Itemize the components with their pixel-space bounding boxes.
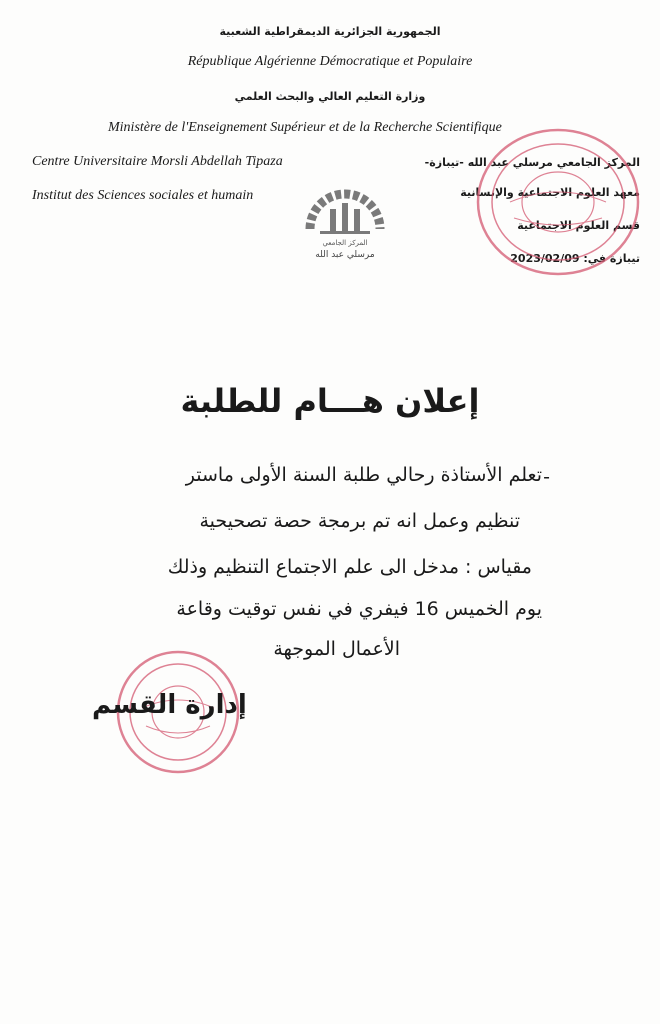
department-name-ar: قسم العلوم الاجتماعية <box>517 219 640 232</box>
announcement-line: الأعمال الموجهة <box>273 638 400 660</box>
logo-text: المركز الجامعي <box>322 239 368 247</box>
institute-name-ar: معهد العلوم الاجتماعية والإنسانية <box>460 186 640 199</box>
university-logo <box>300 183 390 263</box>
document-date: تيبازة في: 2023/02/09 <box>510 252 640 265</box>
announcement-title: إعلان هـــام للطلبة <box>180 382 480 420</box>
institute-name-fr: Institut des Sciences sociales et humain <box>32 188 254 203</box>
republic-title-fr: République Algérienne Démocratique et Populaire <box>187 54 473 69</box>
bullet-marker: - <box>543 466 550 488</box>
official-stamp-header <box>470 122 646 282</box>
announcement-line: تعلم الأستاذة رحالي طلبة السنة الأولى ماستر <box>185 464 542 486</box>
ministry-title-ar: وزارة التعليم العالي والبحث العلمي <box>234 90 426 103</box>
ministry-title-fr: Ministère de l'Enseignement Supérieur et de la Recherche Scientifique <box>108 120 502 135</box>
logo-text-2: مرسلي عبد الله <box>315 250 375 260</box>
republic-title-ar: الجمهورية الجزائرية الديمقراطية الشعبية <box>219 25 441 38</box>
announcement-line: مقياس : مدخل الى علم الاجتماع التنظيم وذلك <box>167 556 532 578</box>
signature-department-admin: إدارة القسم <box>92 690 247 720</box>
announcement-line: تنظيم وعمل انه تم برمجة حصة تصحيحية <box>199 510 520 532</box>
announcement-line: يوم الخميس 16 فيفري في نفس توقيت وقاعة <box>176 598 542 620</box>
center-name-fr: Centre Universitaire Morsli Abdellah Tipaza <box>32 154 283 169</box>
center-name-ar: المركز الجامعي مرسلي عبد الله -تيبازة- <box>424 156 640 169</box>
